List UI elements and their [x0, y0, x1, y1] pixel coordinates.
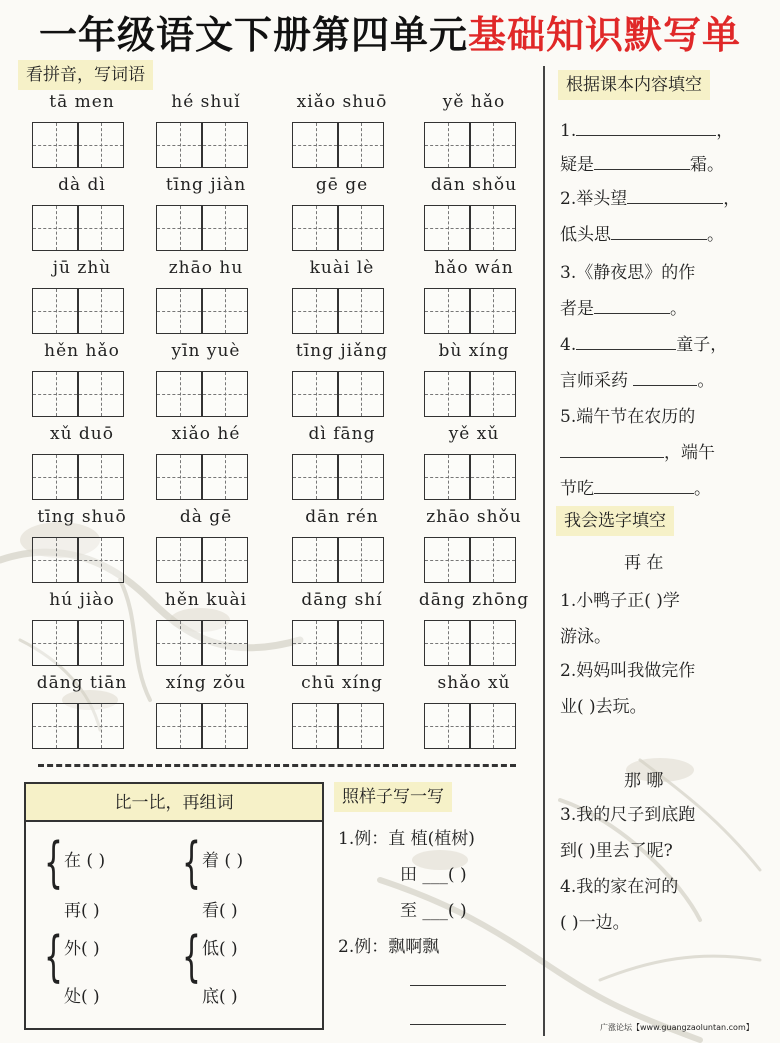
- fill-q5-blank-2[interactable]: [594, 475, 694, 494]
- choose-pair-2: 那 哪: [624, 771, 664, 791]
- pinyin-label: kuài lè: [309, 258, 375, 278]
- compare-item-d2[interactable]: 底( ): [202, 987, 238, 1007]
- fill-q1-line2: [560, 150, 724, 175]
- writing-grid-box[interactable]: [156, 371, 248, 417]
- example-1-label: 1.例：直 植(植树): [338, 829, 475, 849]
- fill-q1-suffix: 霜。: [690, 155, 724, 175]
- pinyin-label: bù xíng: [438, 341, 510, 361]
- fill-q2-line2: 低头思 。: [560, 220, 724, 245]
- writing-grid-box[interactable]: [292, 122, 384, 168]
- pinyin-label: xiǎo shuō: [296, 92, 388, 112]
- pinyin-label: hǎo wán: [434, 258, 514, 278]
- fill-q1-prefix: 疑是: [560, 155, 594, 175]
- fill-q5-line3: 节吃 。: [560, 474, 711, 499]
- fill-q3-line1: 3.《静夜思》的作: [560, 263, 696, 283]
- example-2-blank-2[interactable]: [410, 1024, 506, 1025]
- pinyin-label: tīng jiǎng: [295, 341, 389, 361]
- fill-q4-prefix: 言师采药: [560, 371, 628, 391]
- dashed-separator: [38, 764, 516, 767]
- column-divider: [543, 66, 545, 1036]
- fill-q2-blank-2[interactable]: [611, 221, 707, 240]
- choose-q3-line2[interactable]: 到( )里去了呢?: [560, 841, 673, 861]
- writing-grid-box[interactable]: [32, 122, 124, 168]
- writing-grid-box[interactable]: [32, 620, 124, 666]
- page-title: [0, 4, 780, 59]
- writing-grid-box[interactable]: [424, 122, 516, 168]
- section-label-example: 照样子写一写: [334, 782, 452, 812]
- writing-grid-box[interactable]: [32, 537, 124, 583]
- example-1-item-a[interactable]: 田 ___( ): [400, 865, 467, 885]
- writing-grid-box[interactable]: [32, 454, 124, 500]
- pinyin-label: tīng shuō: [37, 507, 127, 527]
- writing-grid-box[interactable]: [424, 288, 516, 334]
- example-2-label: 2.例：飘啊飘: [338, 937, 440, 957]
- pinyin-label: dāng shí: [301, 590, 383, 610]
- pinyin-label: zhāo hu: [168, 258, 244, 278]
- writing-grid-box[interactable]: [424, 537, 516, 583]
- fill-q1-number: 1.: [560, 121, 577, 141]
- compare-item-b1[interactable]: 着 ( ): [202, 851, 244, 871]
- writing-grid-box[interactable]: [156, 620, 248, 666]
- pinyin-label: yě xǔ: [448, 424, 500, 444]
- fill-q1-blank-1[interactable]: [576, 117, 716, 136]
- writing-grid-box[interactable]: [424, 205, 516, 251]
- pinyin-label: tīng jiàn: [165, 175, 247, 195]
- writing-grid-box[interactable]: [424, 620, 516, 666]
- fill-q5-prefix: 节吃: [560, 479, 594, 499]
- writing-grid-box[interactable]: [292, 703, 384, 749]
- pinyin-label: hěn kuài: [164, 590, 248, 610]
- pinyin-label: dān rén: [305, 507, 379, 527]
- section-label-choose: 我会选字填空: [556, 506, 674, 536]
- fill-q1-blank-2[interactable]: [594, 151, 690, 170]
- fill-q3-blank[interactable]: [594, 295, 670, 314]
- writing-grid-box[interactable]: [156, 454, 248, 500]
- pinyin-label: xǔ duō: [49, 424, 114, 444]
- pinyin-label: jū zhù: [52, 258, 112, 278]
- choose-q4-line1: 4.我的家在河的: [560, 877, 679, 897]
- fill-q2-prefix: 2.举头望: [560, 189, 628, 209]
- pinyin-label: dān shǒu: [430, 175, 518, 195]
- brace-icon: {: [182, 831, 201, 894]
- pinyin-label: dà gē: [179, 507, 233, 527]
- pinyin-label: dāng zhōng: [418, 590, 530, 610]
- writing-grid-box[interactable]: [292, 288, 384, 334]
- compare-item-c1[interactable]: 外( ): [64, 939, 100, 959]
- brace-icon: {: [44, 925, 63, 988]
- fill-q1-line1: 1. ，: [560, 116, 733, 141]
- choose-q2-line1: 2.妈妈叫我做完作: [560, 661, 696, 681]
- pinyin-label: xíng zǒu: [165, 673, 247, 693]
- choose-q1-line2: 游泳。: [560, 627, 611, 647]
- fill-q4-blank-2[interactable]: [633, 367, 697, 386]
- compare-box: [24, 782, 324, 1030]
- writing-grid-box[interactable]: [424, 454, 516, 500]
- choose-q4-line2[interactable]: ( )一边。: [560, 913, 630, 933]
- fill-q5-mid: ，端午: [664, 443, 715, 463]
- writing-grid-box[interactable]: [292, 620, 384, 666]
- pinyin-label: dà dì: [58, 175, 106, 195]
- pinyin-label: yīn yuè: [171, 341, 241, 361]
- pinyin-label: chū xíng: [301, 673, 383, 693]
- fill-q3-prefix: 者是: [560, 299, 594, 319]
- choose-q2-line2[interactable]: 业( )去玩。: [560, 697, 647, 717]
- fill-q4-blank-1[interactable]: [576, 331, 676, 350]
- writing-grid-box[interactable]: [156, 288, 248, 334]
- fill-q4-line1: [560, 330, 727, 355]
- writing-grid-box[interactable]: [292, 454, 384, 500]
- pinyin-label: gē ge: [315, 175, 369, 195]
- fill-q5-line2: [560, 438, 715, 463]
- fill-q2-line1: 2.举头望 ，: [560, 184, 740, 209]
- writing-grid-box[interactable]: [156, 537, 248, 583]
- writing-grid-box[interactable]: [32, 371, 124, 417]
- writing-grid-box[interactable]: [32, 205, 124, 251]
- fill-q3-line2: 者是 。: [560, 294, 687, 319]
- writing-grid-box[interactable]: [424, 371, 516, 417]
- pinyin-label: hé shuǐ: [171, 92, 241, 112]
- pinyin-label: zhāo shǒu: [426, 507, 522, 527]
- pinyin-label: hěn hǎo: [44, 341, 120, 361]
- fill-q2-blank-1[interactable]: [627, 185, 723, 204]
- pinyin-label: hú jiào: [49, 590, 115, 610]
- fill-q4-line2: 言师采药 。: [560, 366, 714, 391]
- writing-grid-box[interactable]: [292, 205, 384, 251]
- page-title-main: 一年级语文下册第四单元: [38, 12, 468, 57]
- page-title-highlight: 基础知识默写单: [468, 12, 742, 57]
- writing-grid-box[interactable]: [32, 703, 124, 749]
- pinyin-label: shǎo xǔ: [437, 673, 511, 693]
- section-label-fill: 根据课本内容填空: [558, 70, 710, 100]
- compare-item-b2[interactable]: 看( ): [202, 901, 238, 921]
- pinyin-label: tā men: [49, 92, 115, 112]
- pinyin-label: xiǎo hé: [171, 424, 241, 444]
- writing-grid-box[interactable]: [156, 205, 248, 251]
- compare-item-c2[interactable]: 处( ): [64, 987, 100, 1007]
- section-label-pinyin: 看拼音，写词语: [18, 60, 153, 90]
- writing-grid-box[interactable]: [292, 537, 384, 583]
- fill-q4-suffix: 童子，: [676, 335, 728, 355]
- pinyin-label: dì fāng: [308, 424, 376, 444]
- brace-icon: {: [44, 831, 63, 894]
- choose-q1-line1[interactable]: 1.小鸭子正( )学: [560, 591, 680, 611]
- section-label-compare: 比一比，再组词: [26, 784, 322, 822]
- choose-q3-line1: 3.我的尺子到底跑: [560, 805, 696, 825]
- fill-q5-blank-1[interactable]: [560, 439, 664, 458]
- example-2-blank-1[interactable]: [410, 985, 506, 986]
- writing-grid-box[interactable]: [424, 703, 516, 749]
- fill-q4-number: 4.: [560, 335, 577, 355]
- compare-item-a2[interactable]: 再( ): [64, 901, 100, 921]
- footer-watermark: 广涨论坛【www.guangzaoluntan.com】: [600, 1023, 754, 1032]
- pinyin-label: yě hǎo: [442, 92, 506, 112]
- writing-grid-box[interactable]: [156, 122, 248, 168]
- writing-grid-box[interactable]: [156, 703, 248, 749]
- choose-pair-1: 再 在: [624, 553, 664, 573]
- fill-q5-line1: 5.端午节在农历的: [560, 407, 696, 427]
- compare-item-d1[interactable]: 低( ): [202, 939, 238, 959]
- pinyin-label: dāng tiān: [36, 673, 128, 693]
- fill-q2-prefix-2: 低头思: [560, 225, 611, 245]
- writing-grid-box[interactable]: [32, 288, 124, 334]
- brace-icon: {: [182, 925, 201, 988]
- example-1-item-b[interactable]: 至 ___( ): [400, 901, 467, 921]
- compare-item-a1[interactable]: 在 ( ): [64, 851, 106, 871]
- writing-grid-box[interactable]: [292, 371, 384, 417]
